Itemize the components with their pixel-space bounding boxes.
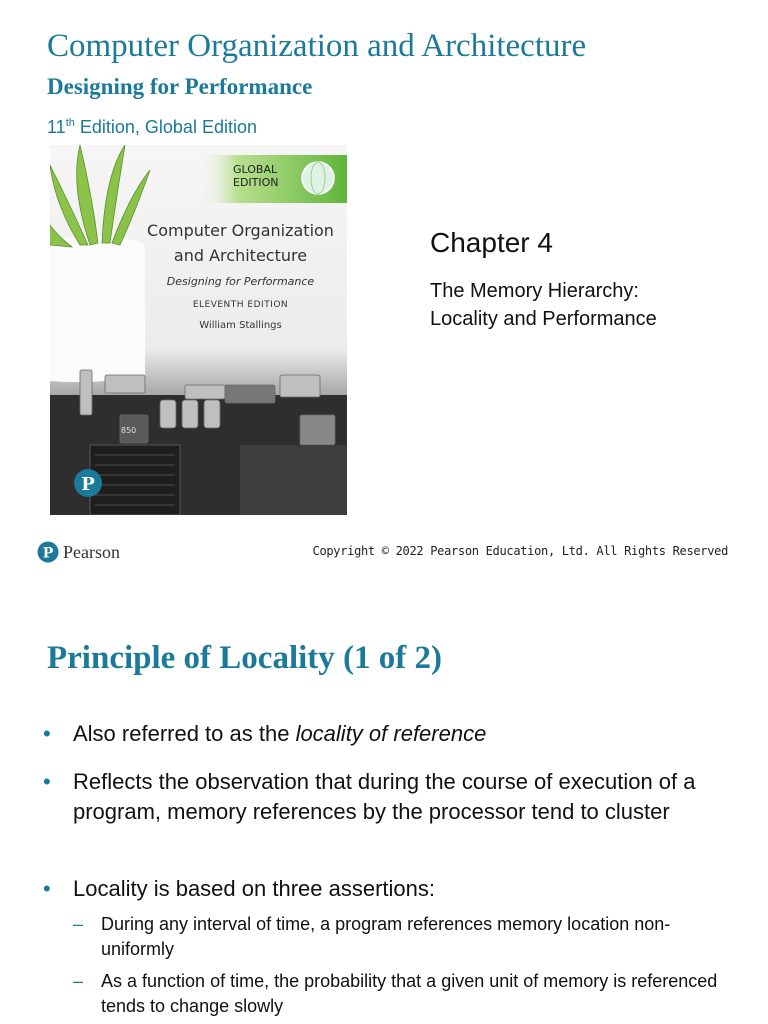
dash-icon: – (73, 914, 84, 934)
cover-title-line1: Computer Organization (147, 221, 334, 240)
svg-text:P: P (81, 474, 95, 495)
chip-label: 850 (121, 426, 137, 435)
bullet-text (73, 719, 713, 749)
chapter-heading: Chapter 4 (430, 227, 553, 258)
pearson-logo (37, 541, 120, 563)
chapter-subtitle-line1: The Memory Hierarchy: (430, 280, 639, 302)
bullet-prefix: Also referred to as the (73, 721, 296, 746)
bullet-text: Reflects the observation that during the course of execution of a program, memory references by the processor tend to cluster (73, 769, 696, 824)
sub-bullet-text: As a function of time, the probability that a given unit of memory is referenced tends to change slowly (101, 971, 718, 1016)
bullet-dot-icon: • (43, 721, 51, 746)
bullet-dot-icon: • (43, 876, 51, 901)
cover-subtitle: Designing for Performance (166, 275, 315, 288)
edition-line (47, 117, 257, 138)
book-title: Computer Organization and Architecture (47, 28, 587, 64)
sub-bullet-text: During any interval of time, a program references memory location non-uniformly (101, 914, 671, 959)
cover-author: William Stallings (199, 320, 282, 331)
svg-text:P: P (42, 545, 54, 562)
pearson-wordmark: Pearson (63, 541, 120, 562)
copyright-notice: Copyright © 2022 Pearson Education, Ltd. All Rights Reserved (312, 544, 728, 558)
cover-title-line2: and Architecture (173, 246, 308, 265)
edition-text: Edition, Global Edition (74, 117, 257, 137)
edition-suffix: th (65, 117, 75, 129)
cover-edition: ELEVENTH EDITION (192, 300, 289, 310)
badge-line2: EDITION (233, 176, 279, 189)
bullet-dot-icon: • (43, 769, 51, 794)
dash-icon: – (73, 971, 84, 991)
bullet-emphasis: locality of reference (295, 721, 487, 746)
chapter-subtitle-line2: Locality and Performance (430, 308, 657, 330)
book-subtitle: Designing for Performance (47, 74, 313, 99)
badge-line1: GLOBAL (233, 163, 278, 176)
global-edition-badge (233, 163, 293, 189)
edition-number: 11 (47, 117, 66, 137)
book-cover (50, 145, 347, 515)
slide-title: Principle of Locality (1 of 2) (47, 640, 443, 676)
content-slide (0, 592, 768, 1024)
bullet-text: Locality is based on three assertions: (73, 876, 435, 901)
pearson-p-icon (37, 541, 59, 563)
